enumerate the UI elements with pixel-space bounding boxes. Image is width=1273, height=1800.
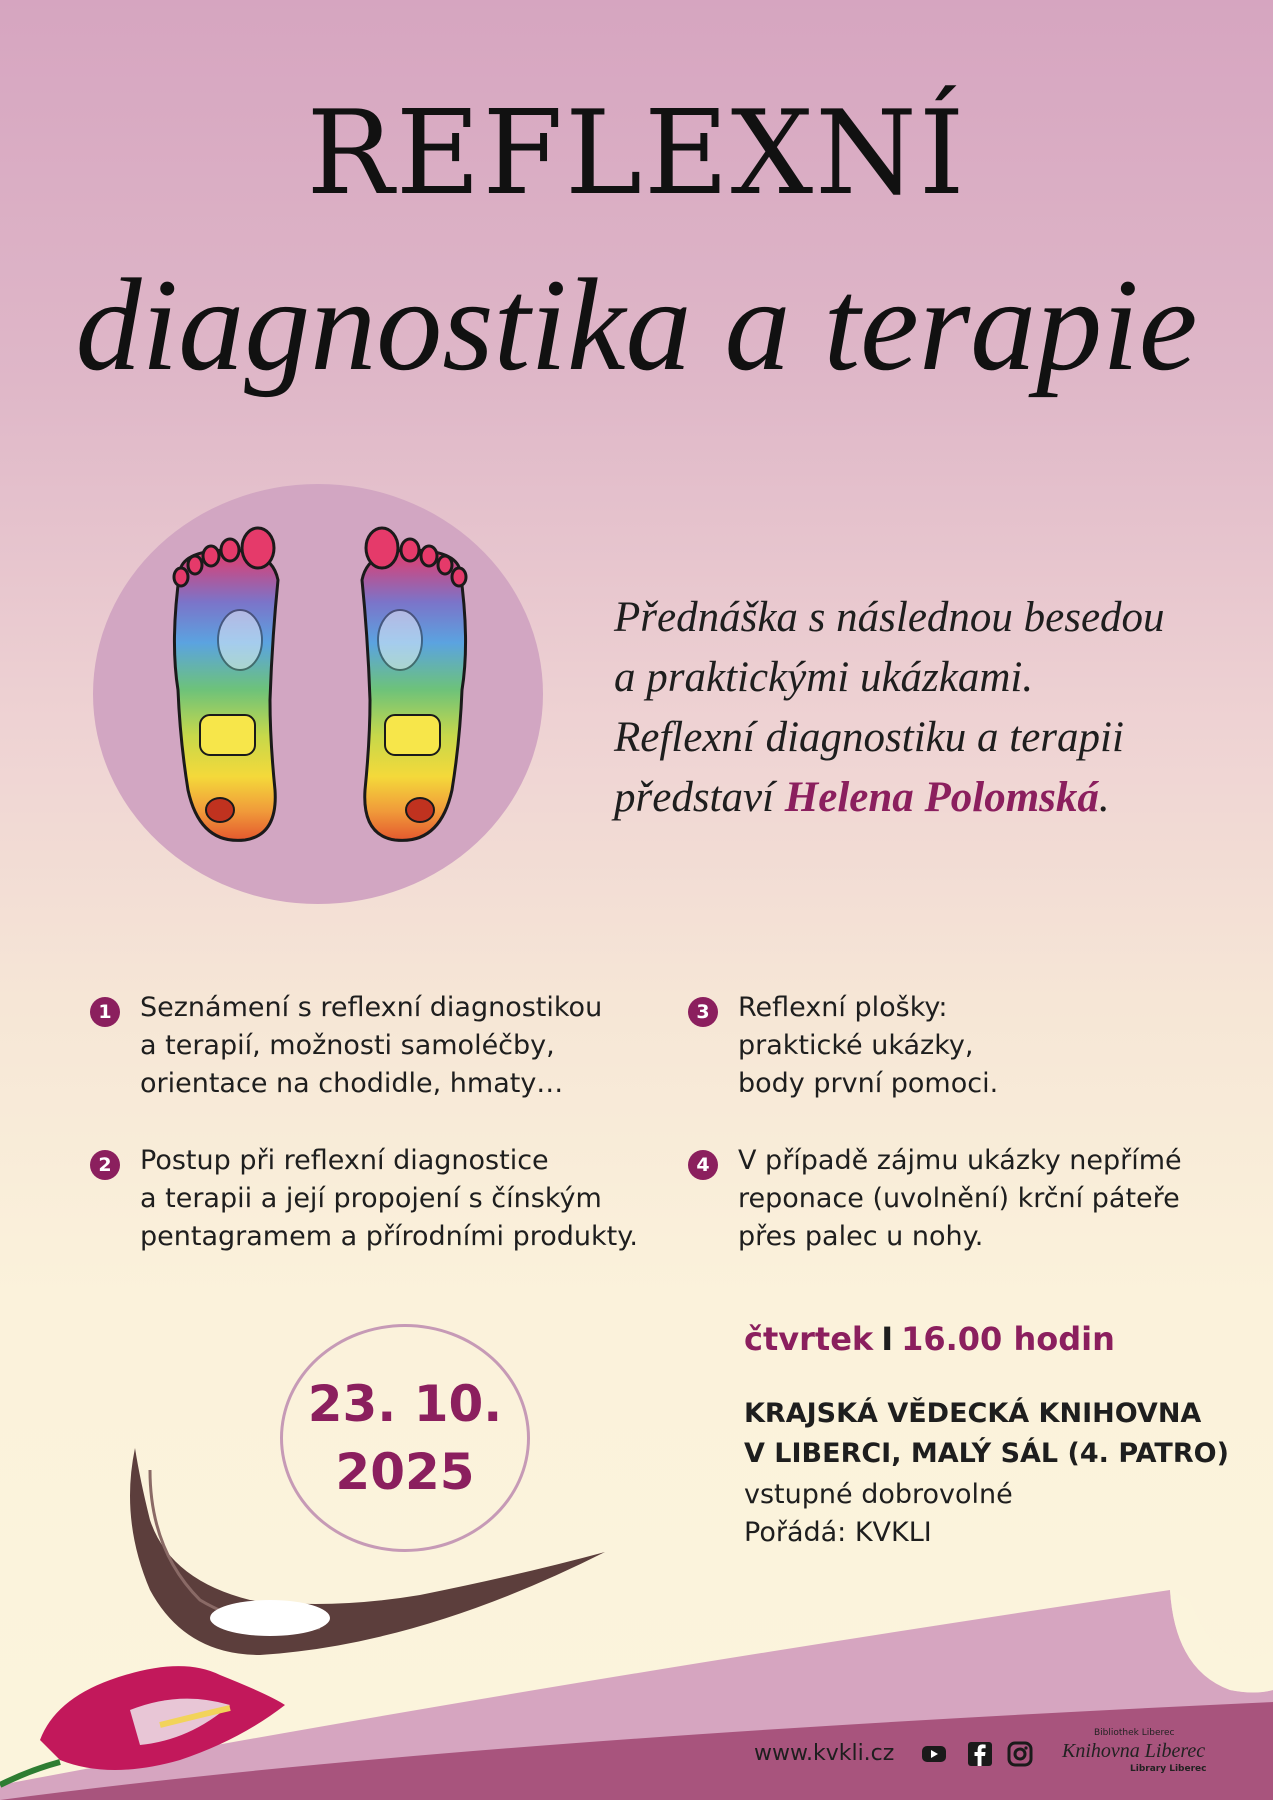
- intro-end: .: [1098, 774, 1110, 821]
- event-weekday: čtvrtek: [744, 1320, 874, 1358]
- item-number-badge: 2: [90, 1150, 120, 1180]
- intro-line: a praktickými ukázkami.: [614, 654, 1034, 701]
- item-text: V případě zájmu ukázky nepřímé reponace (uvolnění) krční páteře přes palec u nohy.: [738, 1145, 1182, 1252]
- date-circle: [280, 1324, 530, 1552]
- title-line-2: diagnostika a terapie: [75, 251, 1198, 398]
- date-day-month: 23. 10.: [307, 1375, 503, 1433]
- logo-top-text: Bibliothek Liberec: [1094, 1728, 1175, 1738]
- venue-line-1: KRAJSKÁ VĚDECKÁ KNIHOVNA: [744, 1398, 1202, 1429]
- event-time: [744, 1320, 1115, 1358]
- event-info: [744, 1476, 1013, 1552]
- venue: [744, 1394, 1229, 1474]
- date-year: 2025: [335, 1443, 475, 1501]
- logo-bottom-text: Library Liberec: [1130, 1764, 1207, 1774]
- item-text: Seznámení s reflexní diagnostikou a terapií, možnosti samoléčby, orientace na chodidle, hmaty…: [140, 992, 603, 1099]
- time-separator: I: [881, 1320, 894, 1358]
- event-hour: 16.00 hodin: [901, 1320, 1115, 1358]
- facebook-icon[interactable]: [967, 1741, 993, 1767]
- item-number-badge: 3: [688, 997, 718, 1027]
- item-text: Postup při reflexní diagnostice a terapii a její propojení s čínským pentagramem a přírodními produkty.: [140, 1145, 638, 1252]
- program-item: [90, 1142, 638, 1256]
- venue-line-2: V LIBERCI, MALÝ SÁL (4. PATRO): [744, 1438, 1229, 1469]
- item-number-badge: 4: [688, 1150, 718, 1180]
- instagram-icon[interactable]: [1007, 1741, 1033, 1767]
- logo-main-text: Knihovna Liberec: [1062, 1740, 1206, 1762]
- organizer-text: Pořádá: KVKLI: [744, 1517, 932, 1548]
- reflexology-feet-illustration: [160, 520, 480, 850]
- intro-line: [614, 768, 1234, 828]
- intro-text: [614, 588, 1234, 828]
- website-link[interactable]: www.kvkli.cz: [754, 1741, 895, 1766]
- title-line-1: REFLEXNÍ: [306, 86, 967, 221]
- item-number-badge: 1: [90, 997, 120, 1027]
- intro-line: Přednáška s následnou besedou: [614, 594, 1165, 641]
- speaker-name: Helena Polomská: [784, 774, 1099, 821]
- youtube-icon[interactable]: [921, 1741, 947, 1767]
- admission-text: vstupné dobrovolné: [744, 1479, 1013, 1510]
- intro-lead: představí: [614, 774, 785, 821]
- item-text: Reflexní plošky: praktické ukázky, body první pomoci.: [738, 992, 999, 1099]
- right-foot: [362, 528, 466, 840]
- program-item: [688, 989, 998, 1103]
- program-item: [90, 989, 602, 1103]
- intro-line: Reflexní diagnostiku a terapii: [614, 714, 1124, 761]
- left-foot: [174, 528, 278, 840]
- library-logo[interactable]: [1060, 1728, 1210, 1778]
- program-item: [688, 1142, 1182, 1256]
